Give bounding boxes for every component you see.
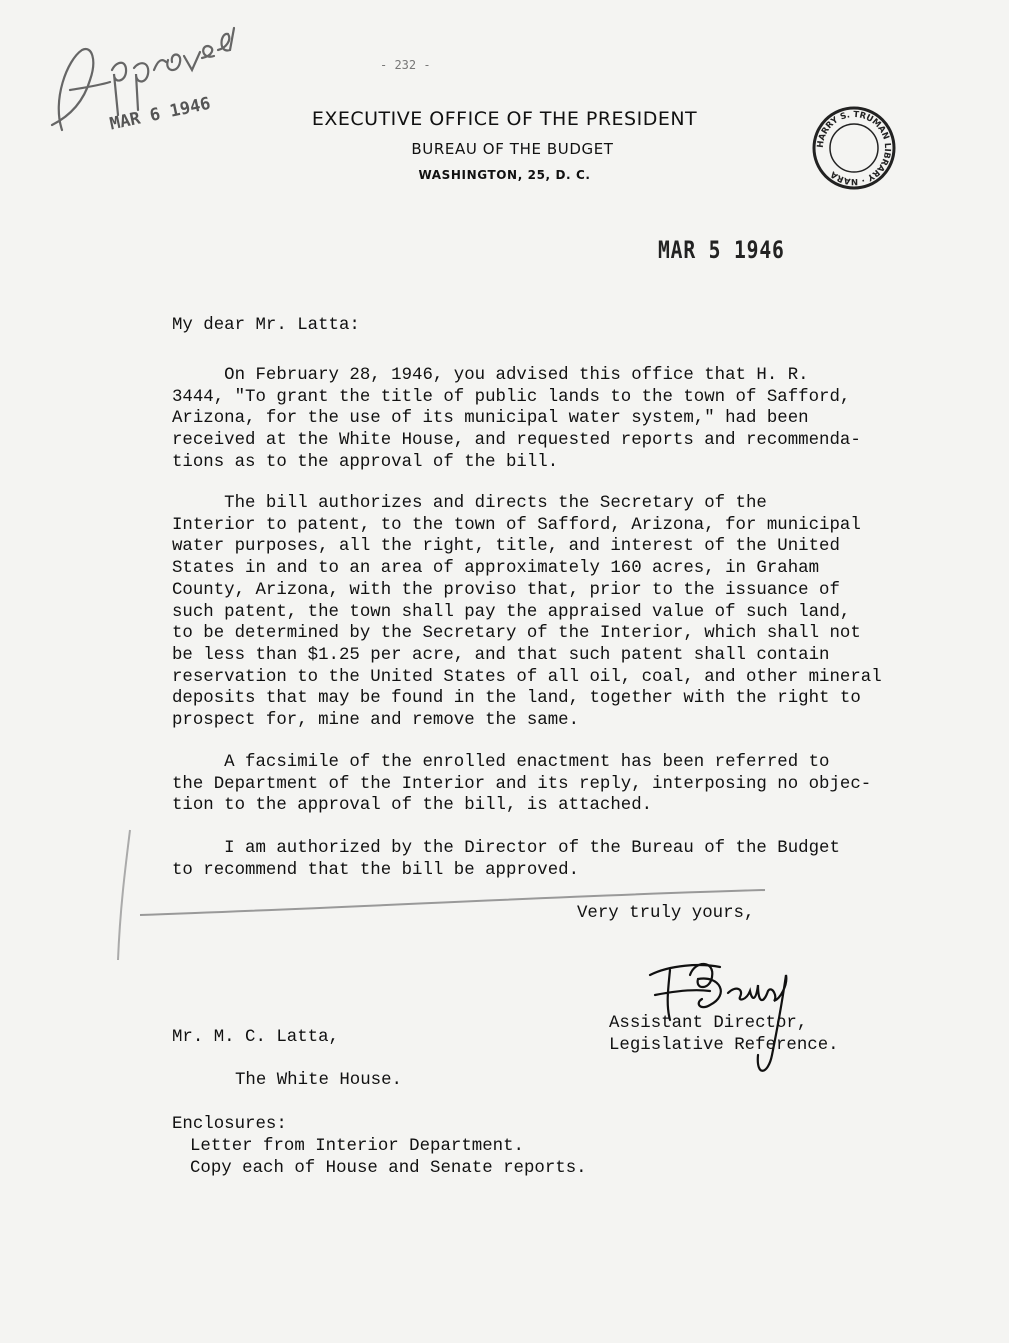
received-date-stamp: MAR 5 1946 — [658, 236, 785, 264]
letterhead-line-1: EXECUTIVE OFFICE OF THE PRESIDENT — [311, 108, 698, 130]
letterhead-line-3: WASHINGTON, 25, D. C. — [418, 168, 591, 182]
approved-handwriting — [22, 20, 262, 160]
closing: Very truly yours, — [577, 904, 755, 923]
approved-stamp — [22, 20, 262, 160]
paragraph-3: A facsimile of the enrolled enactment has been referred to the Department of the Interior and its reply, interposing no objec- tion to the approval of the bill, is attached. — [172, 753, 872, 816]
letterhead-line-2: BUREAU OF THE BUDGET — [411, 140, 614, 158]
enclosure-item: Copy each of House and Senate reports. — [190, 1159, 587, 1178]
svg-text:HARRY S. TRUMAN LIBRARY · NARA — [816, 110, 892, 186]
paragraph-4: I am authorized by the Director of the Bureau of the Budget to recommend that the bill be approved. — [172, 839, 840, 880]
paragraph-1: On February 28, 1946, you advised this office that H. R. 3444, "To grant the title of public lands to the town of Safford, Arizona, for the use of its municipal water system," had been received at the White House, and requested reports and recommenda- tions as to the approval of the bill. — [172, 366, 861, 472]
enclosures-label: Enclosures: — [172, 1115, 287, 1134]
seal-text: HARRY S. TRUMAN LIBRARY · NARA — [815, 109, 893, 187]
top-mark: - 232 - — [380, 58, 431, 72]
approved-date-stamp: MAR 6 1946 — [108, 93, 213, 135]
paragraph-2: The bill authorizes and directs the Secretary of the Interior to patent, to the town of Safford, Arizona, for municipal water purposes, all the right, title, and interest of the United States in and to an area of approximately 160 acres, in Graham County, Arizona, with the proviso that, prior to the issuance of such patent, the town shall pay the appraised value of such land, to be determined by the Secretary of the Interior, which shall not be less than $1.25 per acre, and that such patent shall contain reservation to the United States of all oil, coal, and other mineral deposits that may be found in the land, together with the right to prospect for, mine and remove the same. — [172, 494, 882, 731]
addressee-name: Mr. M. C. Latta, — [172, 1028, 339, 1047]
salutation: My dear Mr. Latta: — [172, 316, 360, 335]
library-seal-icon — [806, 100, 902, 196]
enclosure-item: Letter from Interior Department. — [190, 1137, 524, 1156]
addressee-organization: The White House. — [235, 1071, 402, 1090]
signature-title: Assistant Director, Legislative Reference. — [609, 1014, 839, 1055]
